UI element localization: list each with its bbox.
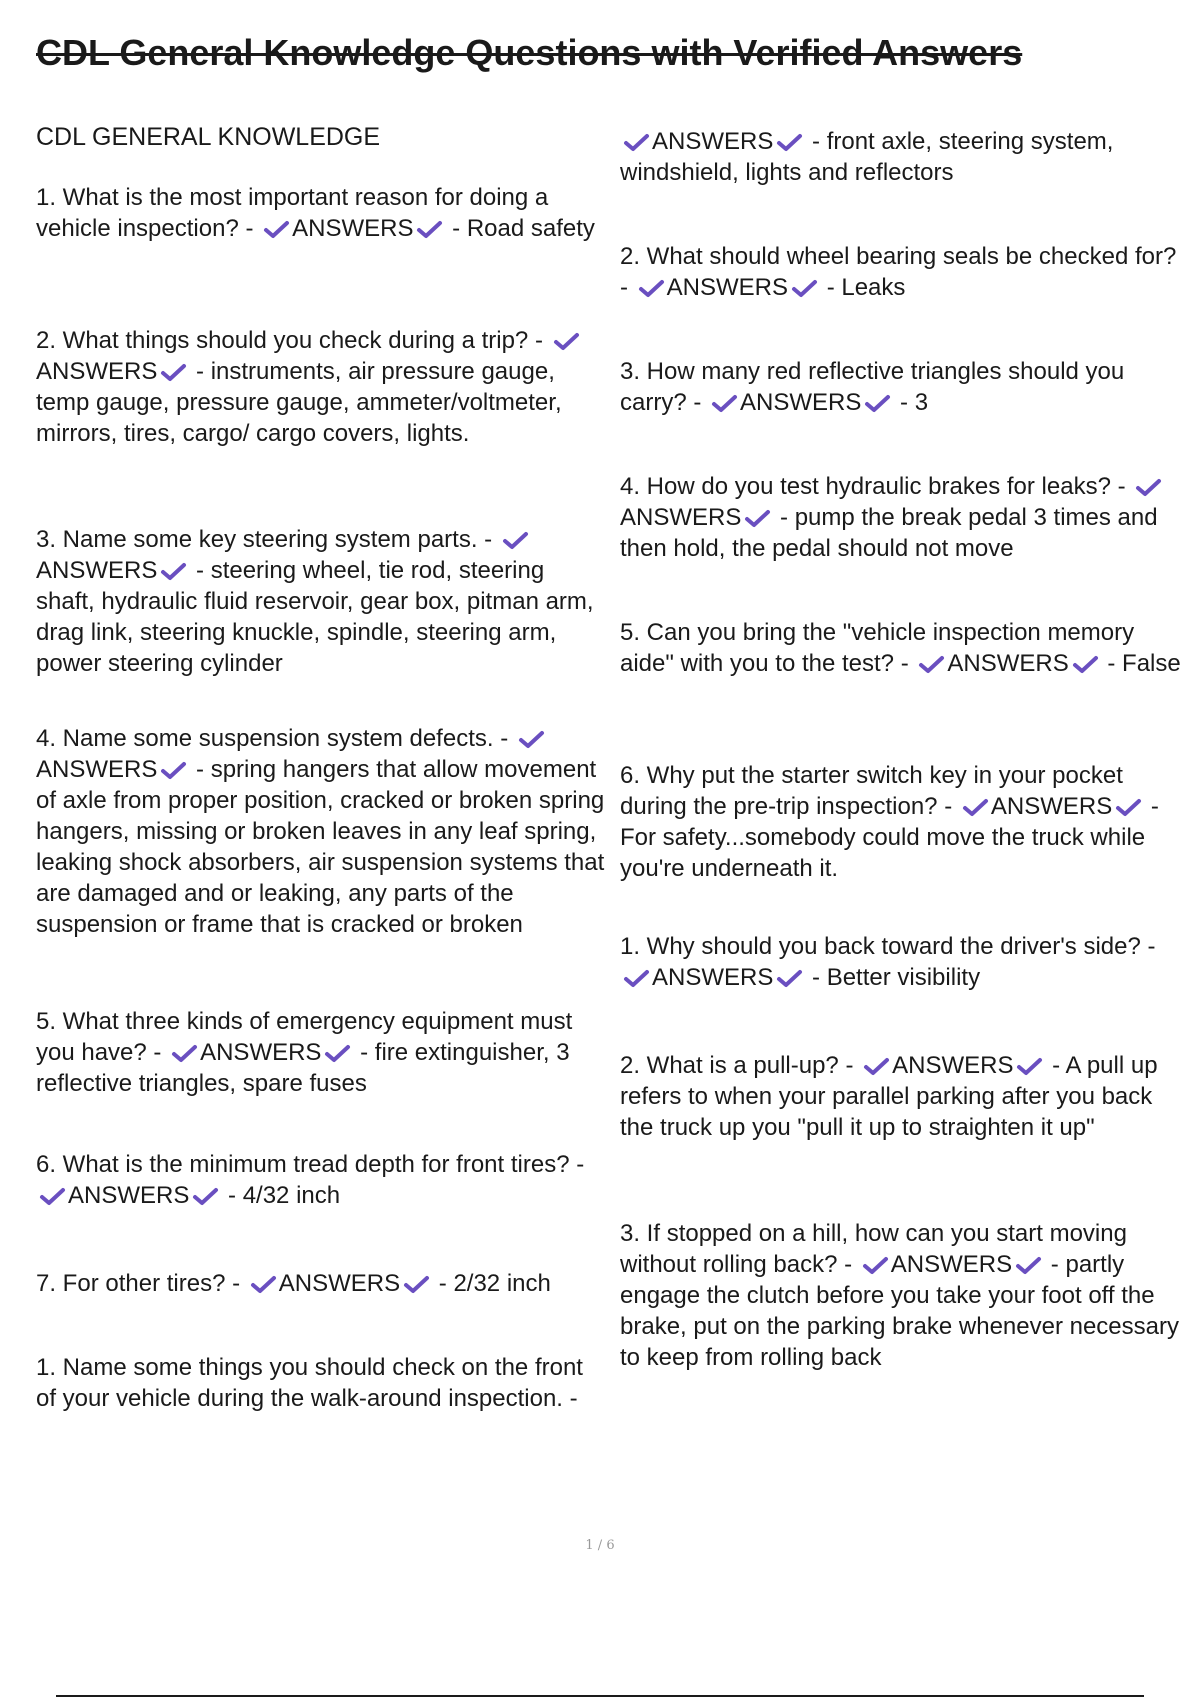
checkmark-icon <box>744 509 771 528</box>
qa-item: 3. How many red reflective triangles should you carry? - ANSWERS - 3 <box>620 358 1125 416</box>
answers-label: ANSWERS <box>68 1182 190 1209</box>
qa-item: 3. Name some key steering system parts. - ANSWERS - steering wheel, tie rod, steering shaft, hydraulic fluid reservoir, gear box, pitman arm, drag link, steering knuckle, spindle, steering arm, power steering cylinder <box>36 526 594 677</box>
checkmark-icon <box>1016 1057 1043 1076</box>
checkmark-icon <box>160 363 187 382</box>
checkmark-icon <box>160 562 187 581</box>
qa-item: 2. What things should you check during a trip? - ANSWERS - instruments, air pressure gauge, temp gauge, pressure gauge, ammeter/voltmeter, mirrors, tires, cargo/ cargo covers, lights. <box>36 325 606 449</box>
checkmark-icon <box>863 1057 890 1076</box>
checkmark-icon <box>864 394 891 413</box>
checkmark-icon <box>962 798 989 817</box>
checkmark-icon <box>1072 655 1099 674</box>
checkmark-icon <box>171 1044 198 1063</box>
qa-item: 2. What should wheel bearing seals be checked for? - ANSWERS - Leaks <box>620 243 1177 301</box>
answers-label: ANSWERS <box>740 389 862 416</box>
answers-label: ANSWERS <box>36 756 158 783</box>
answers-label: ANSWERS <box>666 274 789 301</box>
checkmark-icon <box>192 1187 219 1206</box>
answers-label: ANSWERS <box>990 793 1113 820</box>
checkmark-icon <box>250 1275 277 1294</box>
answers-label: ANSWERS <box>292 215 414 242</box>
checkmark-icon <box>638 279 665 298</box>
qa-item: 7. For other tires? - ANSWERS - 2/32 inch <box>36 1270 551 1297</box>
page-indicator: 1 / 6 <box>585 1538 615 1553</box>
checkmark-icon <box>623 133 650 152</box>
qa-item: 1. Name some things you should check on the front of your vehicle during the walk-around inspection. - <box>36 1354 583 1412</box>
checkmark-icon <box>1115 798 1142 817</box>
checkmark-icon <box>502 531 529 550</box>
checkmark-icon <box>862 1256 889 1275</box>
answers-label: ANSWERS <box>947 650 1069 677</box>
answers-label: ANSWERS <box>890 1251 1013 1278</box>
checkmark-icon <box>416 220 443 239</box>
checkmark-icon <box>160 761 187 780</box>
document-title: CDL General Knowledge Questions with Verified Answers <box>36 32 1023 73</box>
qa-item: 5. What three kinds of emergency equipment must you have? - ANSWERS - fire extinguisher, 3 reflective triangles, spare fuses <box>36 1008 573 1097</box>
checkmark-icon <box>324 1044 351 1063</box>
answers-label: ANSWERS <box>36 557 158 584</box>
checkmark-icon <box>918 655 945 674</box>
answers-label: ANSWERS <box>36 358 158 385</box>
checkmark-icon <box>776 133 803 152</box>
checkmark-icon <box>553 332 580 351</box>
qa-item: 1. Why should you back toward the driver's side? - ANSWERS - Better visibility <box>620 933 1156 991</box>
checkmark-icon <box>623 969 650 988</box>
answers-label: ANSWERS <box>652 128 774 155</box>
answers-label: ANSWERS <box>200 1039 322 1066</box>
qa-item: 5. Can you bring the "vehicle inspection memory aide" with you to the test? - ANSWERS - False <box>620 619 1181 677</box>
qa-item: 6. Why put the starter switch key in your pocket during the pre-trip inspection? - ANSWERS - For safety...somebody could move the truck while you're underneath it. <box>620 762 1159 882</box>
answers-label: ANSWERS <box>652 964 774 991</box>
answers-label: ANSWERS <box>278 1270 401 1297</box>
checkmark-icon <box>403 1275 430 1294</box>
qa-item: 3. If stopped on a hill, how can you start moving without rolling back? - ANSWERS - partly engage the clutch before you take your foot off the brake, put on the parking brake whenever necessary to keep from rolling back <box>620 1220 1179 1371</box>
qa-item: 4. How do you test hydraulic brakes for leaks? - ANSWERS - pump the break pedal 3 times and then hold, the pedal should not move <box>620 471 1190 564</box>
checkmark-icon <box>791 279 818 298</box>
checkmark-icon <box>39 1187 66 1206</box>
qa-item: 2. What is a pull-up? - ANSWERS - A pull up refers to when your parallel parking after you back the truck up you "pull it up to straighten it up" <box>620 1052 1158 1141</box>
qa-item: ANSWERS - front axle, steering system, windshield, lights and reflectors <box>620 128 1114 186</box>
checkmark-icon <box>776 969 803 988</box>
divider <box>56 1695 1144 1697</box>
checkmark-icon <box>711 394 738 413</box>
checkmark-icon <box>263 220 290 239</box>
checkmark-icon <box>1015 1256 1042 1275</box>
checkmark-icon <box>518 730 545 749</box>
qa-item: 4. Name some suspension system defects. - ANSWERS - spring hangers that allow movement of axle from proper position, cracked or broken spring hangers, missing or broken leaves in any leaf spring, leaking shock absorbers, air suspension systems that are damaged and or leaking, any parts of the suspension or frame that is cracked or broken <box>36 725 605 938</box>
qa-item: 1. What is the most important reason for doing a vehicle inspection? - ANSWERS - Road safety <box>36 184 595 242</box>
qa-item: 6. What is the minimum tread depth for front tires? - ANSWERS - 4/32 inch <box>36 1151 585 1209</box>
section-heading: CDL GENERAL KNOWLEDGE <box>36 123 381 151</box>
checkmark-icon <box>1135 478 1162 497</box>
answers-label: ANSWERS <box>892 1052 1014 1079</box>
answers-label: ANSWERS <box>620 504 742 531</box>
